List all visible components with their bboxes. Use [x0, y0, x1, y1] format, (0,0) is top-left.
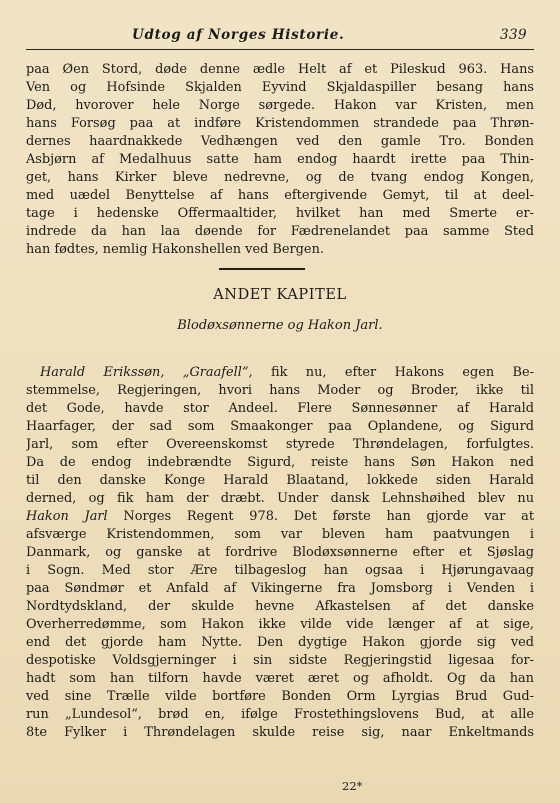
text-line: indrede da han laa døende for Fædrenelandet paa samme Sted [26, 224, 534, 239]
text-line: stemmelse, Regjeringen, hvori hans Moder og Broder, ikke til [26, 383, 534, 398]
page-number: 339 [500, 27, 527, 43]
text-line: Haarfager, der sad som Smaakonger paa Oplandene, og Sigurd [26, 419, 534, 434]
text-line: dernes haardnakkede Vedhængen ved den gamle Tro. Bonden [26, 134, 534, 149]
running-title: Udtog af Norges Historie. [132, 27, 345, 43]
text-line [26, 508, 534, 526]
text-line [26, 364, 534, 382]
text-line: Jarl, som efter Overeenskomst styrede Thrøndelagen, forfulgtes. [26, 437, 534, 452]
text-line: run „Lundesol“, brød en, ifølge Frostethingslovens Bud, at alle [26, 707, 534, 722]
text-line: Død, hvorover hele Norge sørgede. Hakon var Kristen, men [26, 98, 534, 113]
chapter-subtitle: Blodøxsønnerne og Hakon Jarl. [177, 318, 383, 333]
text-line: end det gjorde ham Nytte. Den dygtige Hakon gjorde sig ved [26, 635, 534, 650]
text-line: derned, og fik ham der dræbt. Under dansk Lehnshøihed blev nu [26, 491, 534, 506]
text-line: paa Øen Stord, døde denne ædle Helt af et Pileskud 963. Hans [26, 62, 534, 77]
person-name: Harald Erikssøn, „Graafell“, [40, 365, 253, 380]
text-line: i Sogn. Med stor Ære tilbageslog han ogsaa i Hjørungavaag [26, 563, 534, 578]
text-line: hans Forsøg paa at indføre Kristendommen strandede paa Thrøn- [26, 116, 534, 131]
text-line: ved sine Trælle vilde bortføre Bonden Orm Lyrgias Brud Gud- [26, 689, 534, 704]
text-line: Overherredømme, som Hakon ikke vilde vide længer af at sige, [26, 617, 534, 632]
text-fragment: fik nu, efter Hakons egen Be- [252, 365, 534, 380]
text-line: despotiske Voldsgjerninger i sin sidste Regjeringstid ligesaa for- [26, 653, 534, 668]
text-line: Ven og Hofsinde Skjalden Eyvind Skjaldaspiller besang hans [26, 80, 534, 95]
text-line: 8te Fylker i Thrøndelagen skulde reise sig, naar Enkeltmands [26, 725, 534, 740]
text-line: Danmark, og ganske at fordrive Blodøxsønnerne efter et Sjøslag [26, 545, 534, 560]
text-line: paa Søndmør et Anfald af Vikingerne fra Jomsborg i Venden i [26, 581, 534, 596]
paragraph-2 [26, 364, 534, 742]
text-fragment: Norges Regent 978. Det første han gjorde var at [107, 509, 534, 524]
section-divider [219, 268, 305, 270]
paragraph-1 [26, 61, 534, 259]
text-line: hadt som han tilforn havde været æret og afholdt. Og da han [26, 671, 534, 686]
text-line: get, hans Kirker bleve nedrevne, og de tvang endog Kongen, [26, 170, 534, 185]
text-line: Da de endog indebrændte Sigurd, reiste hans Søn Hakon ned [26, 455, 534, 470]
text-line: Asbjørn af Medalhuus satte ham endog haardt irette paa Thin- [26, 152, 534, 167]
text-line: med uædel Benyttelse af hans eftergivende Gemyt, til at deel- [26, 188, 534, 203]
printer-signature: 22* [342, 779, 363, 793]
person-name: Hakon Jarl [26, 509, 108, 524]
header-rule [26, 49, 534, 50]
chapter-title: ANDET KAPITEL [213, 287, 347, 303]
text-line: tage i hedenske Offermaaltider, hvilket han med Smerte er- [26, 206, 534, 221]
text-line: Nordtydskland, der skulde hevne Afkastelsen af det danske [26, 599, 534, 614]
text-line: til den danske Konge Harald Blaatand, lokkede siden Harald [26, 473, 534, 488]
text-line: det Gode, havde stor Andeel. Flere Sønnesønner af Harald [26, 401, 534, 416]
text-line: han fødtes, nemlig Hakonshellen ved Bergen. [26, 242, 324, 257]
text-line: afsværge Kristendommen, som var bleven ham paatvungen i [26, 527, 534, 542]
